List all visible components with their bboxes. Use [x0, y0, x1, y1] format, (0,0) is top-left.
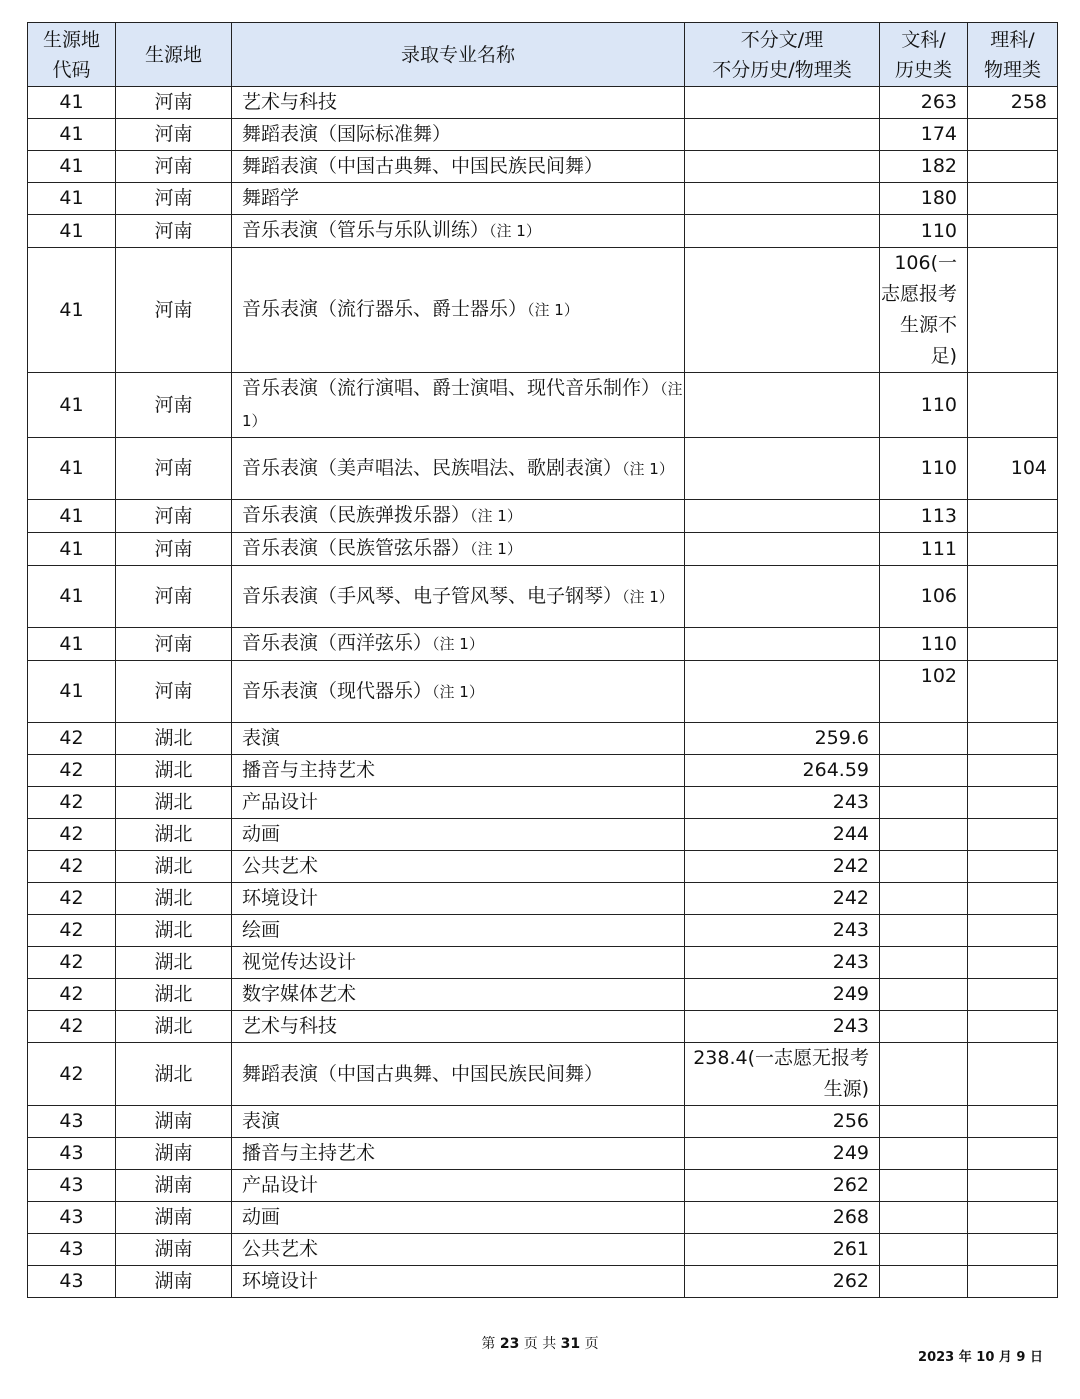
table-row — [28, 661, 1058, 723]
cell-major — [232, 151, 685, 183]
cell-code: 41 — [28, 533, 116, 566]
table-row — [28, 1043, 1058, 1106]
cell-region: 湖南 — [116, 1138, 232, 1170]
major-name: 播音与主持艺术 — [242, 759, 376, 781]
cell-code: 42 — [28, 851, 116, 883]
table-row — [28, 851, 1058, 883]
cell-code: 41 — [28, 438, 116, 500]
major-name: 音乐表演（民族管弦乐器） — [242, 537, 471, 559]
table-row — [28, 755, 1058, 787]
cell-region: 湖南 — [116, 1202, 232, 1234]
cell-arts-score: 110 — [880, 438, 968, 500]
cell-code: 43 — [28, 1106, 116, 1138]
major-name: 播音与主持艺术 — [242, 1142, 376, 1164]
cell-region: 湖南 — [116, 1266, 232, 1298]
cell-major — [232, 1043, 685, 1106]
table-row — [28, 915, 1058, 947]
cell-sci-score — [968, 533, 1058, 566]
cell-region: 湖南 — [116, 1234, 232, 1266]
cell-code: 43 — [28, 1170, 116, 1202]
table-row — [28, 1170, 1058, 1202]
table-row — [28, 1266, 1058, 1298]
cell-code: 42 — [28, 883, 116, 915]
cell-arts-score — [880, 1106, 968, 1138]
major-note: （注 1） — [432, 682, 484, 701]
cell-arts-score — [880, 787, 968, 819]
cell-arts-score: 111 — [880, 533, 968, 566]
cell-arts-score — [880, 883, 968, 915]
major-name: 环境设计 — [242, 887, 319, 909]
cell-region: 河南 — [116, 533, 232, 566]
cell-sci-score — [968, 755, 1058, 787]
cell-arts-score — [880, 1202, 968, 1234]
cell-all-score: 268 — [685, 1202, 880, 1234]
cell-all-score: 243 — [685, 787, 880, 819]
cell-all-score — [685, 151, 880, 183]
cell-major — [232, 883, 685, 915]
cell-region: 湖南 — [116, 1170, 232, 1202]
cell-sci-score — [968, 787, 1058, 819]
cell-major — [232, 1011, 685, 1043]
major-name: 视觉传达设计 — [242, 951, 357, 973]
cell-region: 河南 — [116, 119, 232, 151]
major-name: 绘画 — [242, 919, 281, 941]
cell-sci-score — [968, 883, 1058, 915]
cell-all-score: 243 — [685, 915, 880, 947]
cell-region: 河南 — [116, 215, 232, 248]
cell-region: 湖北 — [116, 851, 232, 883]
major-note: （注 1） — [622, 459, 674, 478]
cell-region: 湖北 — [116, 819, 232, 851]
major-name: 音乐表演（手风琴、电子管风琴、电子钢琴） — [242, 584, 623, 607]
header-major: 录取专业名称 — [232, 23, 685, 87]
cell-sci-score — [968, 566, 1058, 628]
cell-all-score: 243 — [685, 1011, 880, 1043]
cell-major — [232, 787, 685, 819]
header-all-line1: 不分文/理 — [740, 28, 824, 51]
page-suffix: 页 — [584, 1336, 599, 1352]
major-name: 产品设计 — [242, 791, 319, 813]
major-name: 数字媒体艺术 — [242, 983, 357, 1005]
table-row — [28, 723, 1058, 755]
cell-major — [232, 183, 685, 215]
cell-region: 河南 — [116, 151, 232, 183]
header-sci-line2: 物理类 — [983, 58, 1041, 81]
cell-major — [232, 1266, 685, 1298]
cell-major — [232, 500, 685, 533]
cell-sci-score — [968, 151, 1058, 183]
cell-code: 42 — [28, 723, 116, 755]
page-mid: 页 共 — [523, 1336, 557, 1352]
cell-code: 42 — [28, 979, 116, 1011]
cell-region: 河南 — [116, 183, 232, 215]
cell-major — [232, 819, 685, 851]
cell-major — [232, 373, 685, 438]
cell-all-score: 242 — [685, 883, 880, 915]
cell-code: 41 — [28, 151, 116, 183]
table-body — [28, 87, 1058, 1298]
cell-code: 42 — [28, 1043, 116, 1106]
cell-major — [232, 979, 685, 1011]
major-note: （注 1） — [242, 380, 683, 430]
page-prefix: 第 — [481, 1336, 496, 1352]
cell-arts-score — [880, 851, 968, 883]
cell-sci-score — [968, 851, 1058, 883]
cell-region: 湖北 — [116, 947, 232, 979]
cell-arts-score — [880, 819, 968, 851]
major-name: 舞蹈表演（中国古典舞、中国民族民间舞） — [242, 155, 604, 177]
cell-all-score: 244 — [685, 819, 880, 851]
cell-major — [232, 851, 685, 883]
cell-code: 41 — [28, 183, 116, 215]
cell-arts-score — [880, 755, 968, 787]
major-name: 表演 — [242, 1110, 281, 1132]
cell-major — [232, 1234, 685, 1266]
page-current: 23 — [499, 1336, 520, 1352]
cell-region: 河南 — [116, 248, 232, 373]
table-row — [28, 1138, 1058, 1170]
cell-sci-score — [968, 1106, 1058, 1138]
cell-major — [232, 87, 685, 119]
cell-sci-score — [968, 373, 1058, 438]
cell-sci-score — [968, 947, 1058, 979]
cell-major — [232, 723, 685, 755]
cell-code: 42 — [28, 755, 116, 787]
major-name: 艺术与科技 — [242, 91, 338, 113]
cell-code: 42 — [28, 1011, 116, 1043]
table-row — [28, 628, 1058, 661]
table-row — [28, 119, 1058, 151]
cell-sci-score — [968, 215, 1058, 248]
cell-code: 41 — [28, 87, 116, 119]
header-arts — [880, 23, 968, 87]
major-name: 音乐表演（民族弹拨乐器） — [242, 504, 471, 526]
major-name: 环境设计 — [242, 1270, 319, 1292]
cell-sci-score — [968, 1266, 1058, 1298]
cell-sci-score — [968, 979, 1058, 1011]
cell-major — [232, 438, 685, 500]
cell-major — [232, 119, 685, 151]
cell-sci-score — [968, 119, 1058, 151]
cell-arts-score: 106 — [880, 566, 968, 628]
cell-major — [232, 661, 685, 723]
major-name: 公共艺术 — [242, 855, 319, 877]
cell-arts-score — [880, 1170, 968, 1202]
cell-sci-score — [968, 248, 1058, 373]
major-name: 产品设计 — [242, 1174, 319, 1196]
cell-region: 湖北 — [116, 1043, 232, 1106]
cell-major — [232, 1202, 685, 1234]
table-row — [28, 883, 1058, 915]
cell-major — [232, 947, 685, 979]
cell-region: 湖北 — [116, 979, 232, 1011]
cell-sci-score — [968, 1011, 1058, 1043]
cell-code: 41 — [28, 248, 116, 373]
cell-all-score — [685, 215, 880, 248]
header-arts-line2: 历史类 — [894, 58, 952, 81]
cell-sci-score: 258 — [968, 87, 1058, 119]
cell-all-score: 259.6 — [685, 723, 880, 755]
cell-sci-score — [968, 1234, 1058, 1266]
table-row — [28, 183, 1058, 215]
cell-all-score: 261 — [685, 1234, 880, 1266]
cell-major — [232, 1170, 685, 1202]
cell-sci-score: 104 — [968, 438, 1058, 500]
cell-sci-score — [968, 1202, 1058, 1234]
cell-arts-score — [880, 915, 968, 947]
cell-region: 湖北 — [116, 883, 232, 915]
cell-sci-score — [968, 1170, 1058, 1202]
cell-major — [232, 566, 685, 628]
cell-all-score: 262 — [685, 1170, 880, 1202]
header-region: 生源地 — [116, 23, 232, 87]
cell-arts-score — [880, 1011, 968, 1043]
table-row — [28, 248, 1058, 373]
table-row — [28, 979, 1058, 1011]
table-row — [28, 819, 1058, 851]
cell-code: 43 — [28, 1266, 116, 1298]
cell-major — [232, 533, 685, 566]
cell-arts-score — [880, 979, 968, 1011]
cell-region: 河南 — [116, 438, 232, 500]
cell-major — [232, 248, 685, 373]
cell-all-score — [685, 438, 880, 500]
cell-code: 42 — [28, 947, 116, 979]
table-row — [28, 566, 1058, 628]
major-name: 音乐表演（现代器乐） — [242, 679, 433, 702]
table-row — [28, 215, 1058, 248]
cell-region: 湖北 — [116, 787, 232, 819]
major-note: （注 1） — [527, 301, 579, 319]
cell-all-score: 238.4(一志愿无报考生源) — [685, 1043, 880, 1106]
major-note: （注 1） — [470, 540, 522, 558]
cell-major — [232, 1106, 685, 1138]
cell-region: 湖北 — [116, 915, 232, 947]
table-row — [28, 1011, 1058, 1043]
cell-sci-score — [968, 915, 1058, 947]
cell-all-score — [685, 87, 880, 119]
cell-region: 河南 — [116, 661, 232, 723]
cell-major — [232, 628, 685, 661]
major-note: （注 1） — [470, 507, 522, 525]
cell-code: 43 — [28, 1234, 116, 1266]
table-row — [28, 947, 1058, 979]
cell-arts-score: 102 — [880, 661, 968, 723]
cell-all-score — [685, 628, 880, 661]
major-name: 音乐表演（流行器乐、爵士器乐） — [242, 298, 528, 320]
admission-score-table — [27, 22, 1058, 1298]
header-code: 生源地代码 — [28, 23, 116, 87]
cell-arts-score — [880, 723, 968, 755]
cell-region: 湖北 — [116, 723, 232, 755]
cell-sci-score — [968, 500, 1058, 533]
header-sci — [968, 23, 1058, 87]
table-header-row — [28, 23, 1058, 87]
cell-code: 41 — [28, 500, 116, 533]
cell-code: 41 — [28, 661, 116, 723]
header-arts-line1: 文科/ — [901, 28, 946, 51]
cell-code: 43 — [28, 1202, 116, 1234]
cell-region: 湖北 — [116, 755, 232, 787]
cell-all-score: 262 — [685, 1266, 880, 1298]
cell-arts-score: 110 — [880, 373, 968, 438]
cell-all-score — [685, 373, 880, 438]
table-row — [28, 438, 1058, 500]
cell-arts-score: 113 — [880, 500, 968, 533]
cell-arts-score — [880, 1138, 968, 1170]
cell-arts-score: 174 — [880, 119, 968, 151]
cell-sci-score — [968, 819, 1058, 851]
cell-all-score: 256 — [685, 1106, 880, 1138]
cell-code: 42 — [28, 915, 116, 947]
cell-arts-score — [880, 1266, 968, 1298]
cell-code: 42 — [28, 819, 116, 851]
cell-region: 河南 — [116, 500, 232, 533]
cell-all-score — [685, 119, 880, 151]
major-name: 动画 — [242, 823, 281, 845]
cell-all-score — [685, 533, 880, 566]
major-note: （注 1） — [489, 222, 541, 240]
major-name: 动画 — [242, 1206, 281, 1228]
cell-region: 河南 — [116, 87, 232, 119]
table-row — [28, 500, 1058, 533]
cell-sci-score — [968, 628, 1058, 661]
cell-code: 41 — [28, 215, 116, 248]
cell-arts-score: 110 — [880, 628, 968, 661]
major-name: 舞蹈表演（国际标准舞） — [242, 123, 452, 145]
major-name: 艺术与科技 — [242, 1015, 338, 1037]
cell-all-score: 242 — [685, 851, 880, 883]
cell-all-score — [685, 500, 880, 533]
cell-arts-score — [880, 1043, 968, 1106]
header-all-line2: 不分历史/物理类 — [712, 58, 852, 81]
header-all — [685, 23, 880, 87]
cell-all-score — [685, 183, 880, 215]
cell-all-score: 264.59 — [685, 755, 880, 787]
table-row — [28, 1234, 1058, 1266]
major-name: 舞蹈表演（中国古典舞、中国民族民间舞） — [242, 1062, 604, 1085]
cell-arts-score — [880, 1234, 968, 1266]
major-name: 音乐表演（西洋弦乐） — [242, 632, 433, 654]
table-row — [28, 373, 1058, 438]
cell-arts-score: 180 — [880, 183, 968, 215]
table-row — [28, 1106, 1058, 1138]
cell-major — [232, 755, 685, 787]
major-name: 公共艺术 — [242, 1238, 319, 1260]
cell-major — [232, 215, 685, 248]
cell-major — [232, 915, 685, 947]
cell-arts-score: 110 — [880, 215, 968, 248]
major-note: （注 1） — [432, 635, 484, 653]
major-name: 舞蹈学 — [242, 187, 300, 209]
cell-sci-score — [968, 1138, 1058, 1170]
cell-sci-score — [968, 661, 1058, 723]
cell-code: 42 — [28, 787, 116, 819]
cell-region: 河南 — [116, 373, 232, 438]
cell-all-score: 249 — [685, 1138, 880, 1170]
major-note: （注 1） — [622, 587, 674, 606]
major-name: 音乐表演（管乐与乐队训练） — [242, 219, 490, 241]
cell-region: 湖南 — [116, 1106, 232, 1138]
cell-arts-score: 263 — [880, 87, 968, 119]
cell-code: 41 — [28, 628, 116, 661]
cell-arts-score: 182 — [880, 151, 968, 183]
cell-sci-score — [968, 183, 1058, 215]
header-sci-line1: 理科/ — [990, 28, 1035, 51]
cell-all-score — [685, 661, 880, 723]
major-name: 音乐表演（流行演唱、爵士演唱、现代音乐制作） — [242, 377, 661, 399]
cell-all-score — [685, 248, 880, 373]
table-row — [28, 1202, 1058, 1234]
cell-code: 41 — [28, 566, 116, 628]
cell-arts-score — [880, 947, 968, 979]
cell-region: 河南 — [116, 628, 232, 661]
cell-region: 河南 — [116, 566, 232, 628]
major-name: 表演 — [242, 727, 281, 749]
page-total: 31 — [560, 1336, 581, 1352]
major-name: 音乐表演（美声唱法、民族唱法、歌剧表演） — [242, 456, 623, 479]
table-row — [28, 87, 1058, 119]
cell-all-score: 243 — [685, 947, 880, 979]
cell-arts-score: 106(一志愿报考生源不足) — [880, 248, 968, 373]
cell-all-score: 249 — [685, 979, 880, 1011]
table-row — [28, 151, 1058, 183]
document-date: 2023 年 10 月 9 日 — [918, 1350, 1043, 1365]
table-row — [28, 533, 1058, 566]
cell-sci-score — [968, 723, 1058, 755]
table-row — [28, 787, 1058, 819]
cell-all-score — [685, 566, 880, 628]
cell-sci-score — [968, 1043, 1058, 1106]
cell-major — [232, 1138, 685, 1170]
cell-region: 湖北 — [116, 1011, 232, 1043]
cell-code: 43 — [28, 1138, 116, 1170]
cell-code: 41 — [28, 119, 116, 151]
cell-code: 41 — [28, 373, 116, 438]
